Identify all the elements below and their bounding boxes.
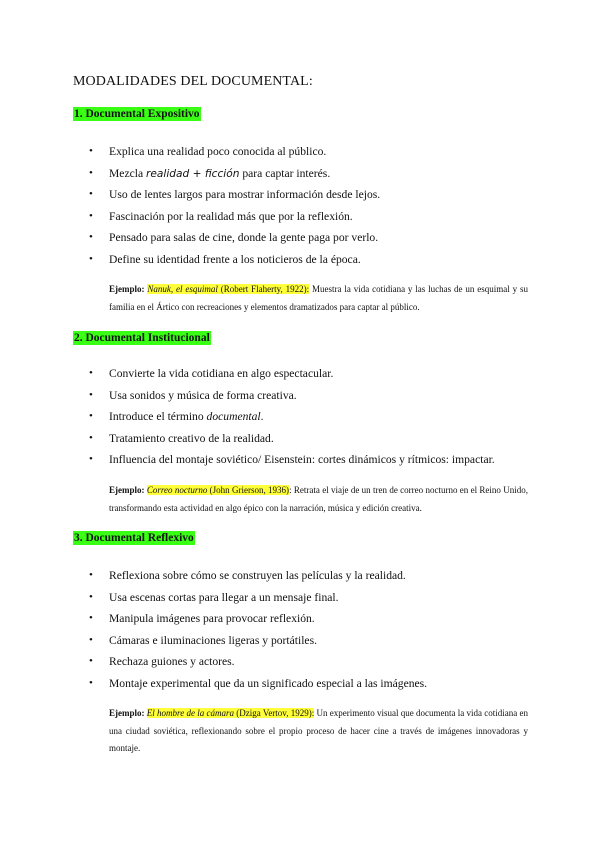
film-title: El hombre de la cámara (146, 708, 234, 718)
section-heading-text: 3. Documental Reflexivo (74, 532, 194, 544)
bullet-icon: • (89, 145, 93, 157)
bullet-icon: • (89, 676, 93, 689)
section-heading-expositivo (73, 108, 201, 120)
example-highlight: El hombre de la cámara (Dziga Vertov, 1929): (146, 708, 315, 718)
section-heading-institucional (73, 332, 211, 344)
film-title: Correo nocturno (146, 485, 208, 495)
example-label: Ejemplo: (109, 485, 145, 495)
bullet-icon: • (89, 410, 93, 423)
list-item: • Cámaras e iluminaciones ligeras y portátiles. (0, 630, 599, 652)
list-item: • Mezcla realidad + ficción para captar interés. (0, 163, 599, 185)
example-label: Ejemplo: (109, 284, 145, 294)
bullet-list-expositivo (0, 141, 599, 271)
page-title: MODALIDADES DEL DOCUMENTAL: (73, 74, 313, 89)
list-item: • Reflexiona sobre cómo se construyen las películas y la realidad. (0, 565, 599, 587)
example-highlight: Correo nocturno (John Grierson, 1936) (146, 485, 290, 495)
section-heading-reflexivo (73, 532, 195, 544)
list-item: • Define su identidad frente a los noticieros de la época. (0, 249, 599, 271)
bullet-icon: • (89, 367, 93, 379)
example-description: : Retrata el viaje de un tren de correo nocturno en el Reino Unido, transformando esta actividad en algo épico con la narración, música y edición creativa. (109, 485, 528, 513)
bullet-icon: • (89, 209, 93, 222)
bullet-icon: • (89, 590, 93, 603)
list-item: • Explica una realidad poco conocida al público. (0, 141, 599, 163)
list-item: • Influencia del montaje soviético/ Eisenstein: cortes dinámicos y rítmicos: impactar. (0, 449, 599, 471)
bullet-icon: • (89, 252, 93, 265)
list-item: • Tratamiento creativo de la realidad. (0, 428, 599, 450)
bullet-icon: • (89, 188, 93, 201)
bullet-icon: • (89, 388, 93, 401)
emphasis-text: documental (206, 410, 261, 424)
bullet-list-institucional (0, 363, 599, 471)
example-paragraph-institucional (109, 482, 528, 517)
emphasis-text: realidad + ficción (146, 167, 240, 180)
list-item: • Convierte la vida cotidiana en algo espectacular. (0, 363, 599, 385)
list-item: • Fascinación por la realidad más que por la reflexión. (0, 206, 599, 228)
bullet-icon: • (89, 569, 93, 581)
list-item: • Usa sonidos y música de forma creativa. (0, 385, 599, 407)
bullet-icon: • (89, 453, 93, 466)
section-heading-text: 2. Documental Institucional (74, 332, 210, 344)
bullet-icon: • (89, 166, 93, 179)
list-item: • Pensado para salas de cine, donde la gente paga por verlo. (0, 227, 599, 249)
bullet-icon: • (89, 612, 93, 625)
section-heading-text: 1. Documental Expositivo (74, 108, 200, 120)
example-paragraph-expositivo (109, 281, 528, 316)
list-item: • Introduce el término documental. (0, 406, 599, 428)
list-item: • Manipula imágenes para provocar reflexión. (0, 608, 599, 630)
film-title: Nanuk, el esquimal (147, 284, 218, 294)
example-label: Ejemplo: (109, 708, 145, 718)
bullet-list-reflexivo (0, 565, 599, 695)
bullet-icon: • (89, 431, 93, 444)
example-highlight: Nanuk, el esquimal (Robert Flaherty, 1922): (147, 284, 310, 294)
bullet-icon: • (89, 633, 93, 646)
example-description: Muestra la vida cotidiana y las luchas de un esquimal y su familia en el Ártico con recreaciones y elementos dramatizados para captar al público. (109, 284, 528, 312)
bullet-icon: • (89, 655, 93, 668)
example-description: Un experimento visual que documenta la vida cotidiana en una ciudad soviética, reflexionando sobre el propio proceso de hacer cine a través de imágenes innovadoras y montaje. (109, 708, 529, 753)
list-item: • Usa escenas cortas para llegar a un mensaje final. (0, 587, 599, 609)
example-paragraph-reflexivo (109, 705, 528, 758)
list-item: • Uso de lentes largos para mostrar información desde lejos. (0, 184, 599, 206)
bullet-icon: • (89, 231, 93, 244)
list-item: • Rechaza guiones y actores. (0, 651, 599, 673)
list-item: • Montaje experimental que da un significado especial a las imágenes. (0, 673, 599, 695)
